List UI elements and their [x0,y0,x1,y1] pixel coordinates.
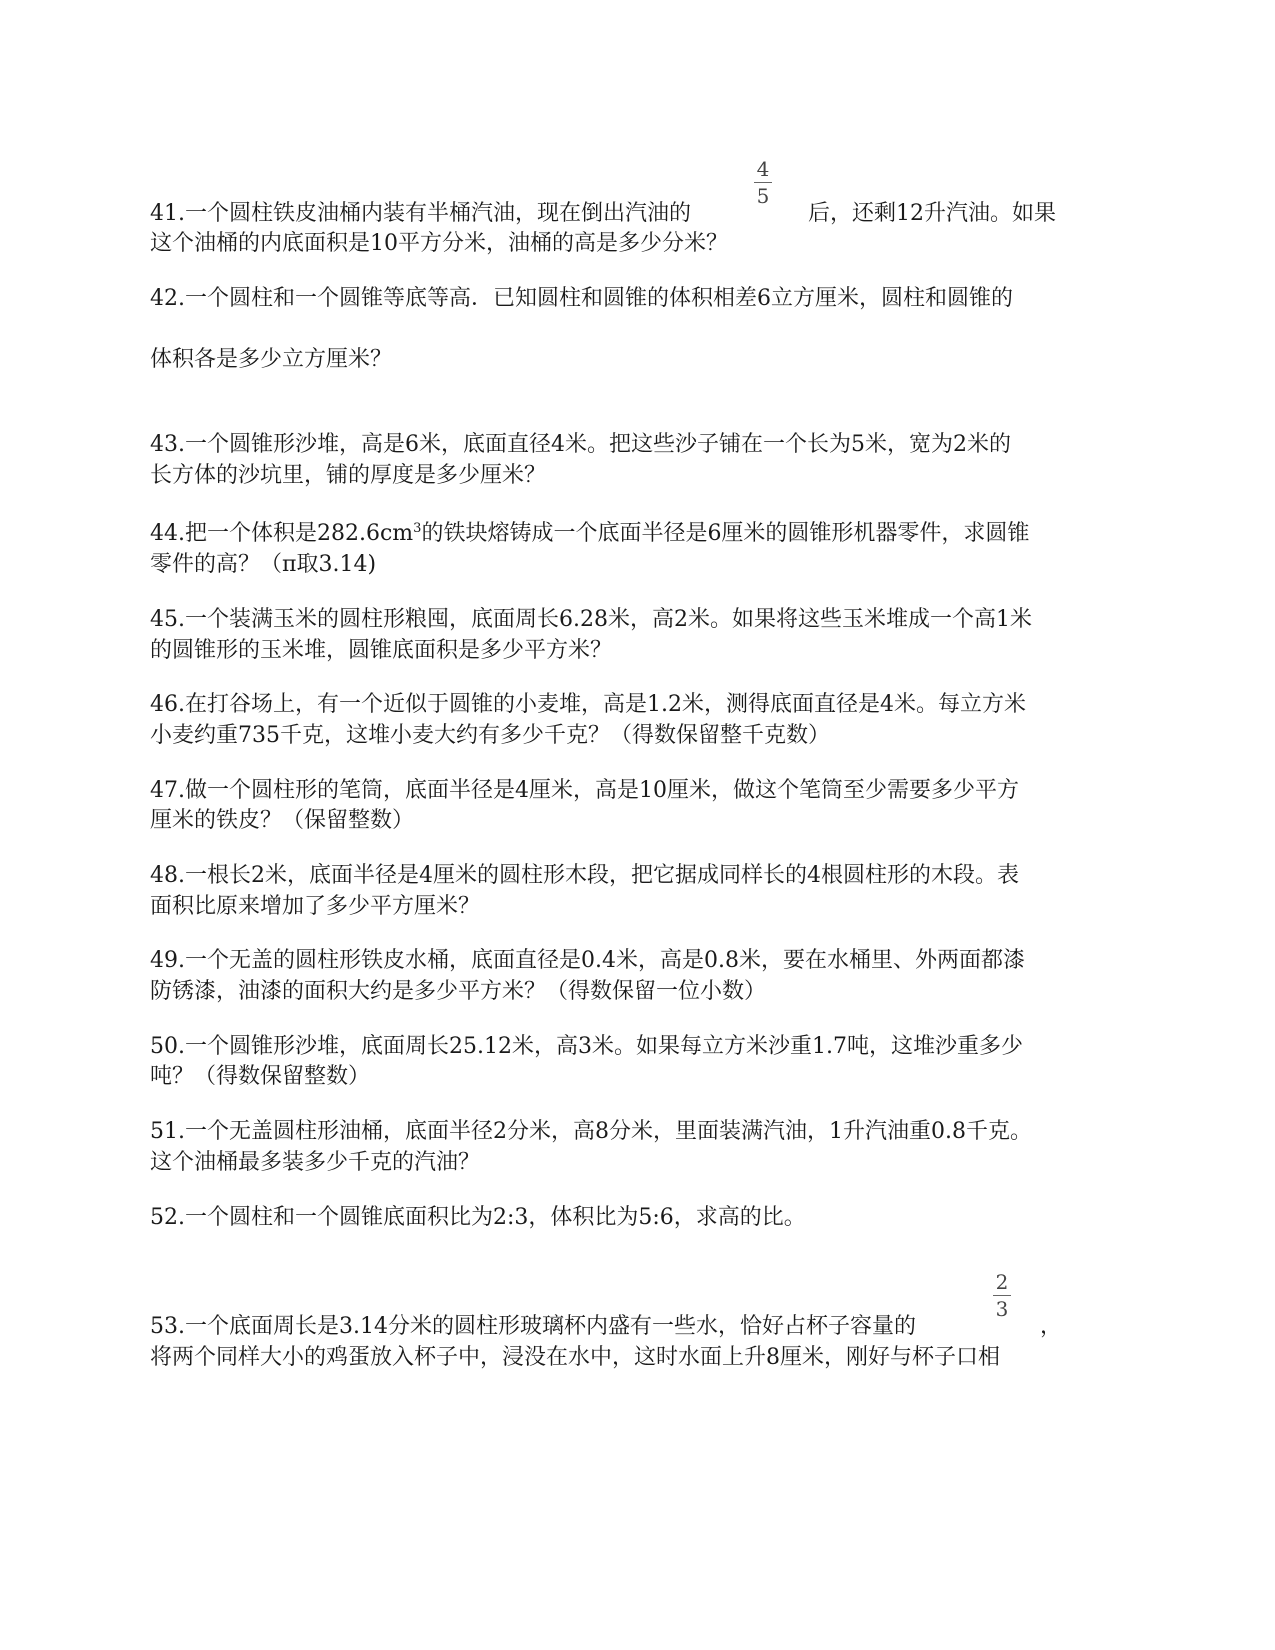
problem-49-line-2: 防锈漆，油漆的面积大约是多少平方米？（得数保留一位小数） [150,979,767,1004]
fraction-four-fifths [751,158,775,207]
problem-45-line-2: 的圆锥形的玉米堆，圆锥底面积是多少平方米？ [150,638,613,663]
superscript-three: 3 [413,521,422,536]
problem-44-text-a: 44.把一个体积是282.6cm [150,521,414,546]
fraction-bar [993,1295,1011,1296]
problem-41-text-a: 41.一个圆柱铁皮油桶内装有半桶汽油，现在倒出汽油的 [150,201,691,226]
problem-41-text-b: 后，还剩12升汽油。如果 [808,201,1056,226]
problem-45-line-1: 45.一个装满玉米的圆柱形粮囤，底面周长6.28米，高2米。如果将这些玉米堆成一个高1米 [150,607,1032,632]
problem-47-line-2: 厘米的铁皮？（保留整数） [150,808,415,833]
problem-52-line-1: 52.一个圆柱和一个圆锥底面积比为2:3，体积比为5:6，求高的比。 [150,1205,806,1230]
problem-50-line-1: 50.一个圆锥形沙堆，底面周长25.12米，高3米。如果每立方米沙重1.7吨，这堆沙重多少 [150,1034,1023,1059]
fraction-numerator: 2 [995,1270,1009,1294]
problem-46-line-2: 小麦约重735千克，这堆小麦大约有多少千克？（得数保留整千克数） [150,723,830,748]
fraction-two-thirds [990,1271,1014,1320]
fraction-bar [754,182,772,183]
problem-48-line-2: 面积比原来增加了多少平方厘米？ [150,894,481,919]
problem-53-line-1 [150,1311,916,1343]
problem-46-line-1: 46.在打谷场上，有一个近似于圆锥的小麦堆，高是1.2米，测得底面直径是4米。每立方米 [150,692,1026,717]
problem-43-line-2: 长方体的沙坑里，铺的厚度是多少厘米？ [150,463,547,488]
problem-42-line-2: 体积各是多少立方厘米？ [150,347,393,372]
problem-53-line-1-cont [1040,1311,1062,1343]
problem-44-line-2: 零件的高？（π取3.14) [150,552,377,577]
problem-42-line-1: 42.一个圆柱和一个圆锥等底等高．已知圆柱和圆锥的体积相差6立方厘米，圆柱和圆锥的 [150,286,1013,311]
problem-53-text-b: ， [1040,1314,1063,1339]
problem-50-line-2: 吨？（得数保留整数） [150,1064,371,1089]
fraction-denominator: 3 [995,1297,1009,1321]
problem-41-line-1-cont [808,198,1056,230]
problem-44-text-b: 的铁块熔铸成一个底面半径是6厘米的圆锥形机器零件，求圆锥 [421,521,1030,546]
problem-51-line-1: 51.一个无盖圆柱形油桶，底面半径2分米，高8分米，里面装满汽油，1升汽油重0.8千克。 [150,1119,1032,1144]
problem-48-line-1: 48.一根长2米，底面半径是4厘米的圆柱形木段，把它据成同样长的4根圆柱形的木段。表 [150,863,1019,888]
problem-43-line-1: 43.一个圆锥形沙堆，高是6米，底面直径4米。把这些沙子铺在一个长为5米，宽为2米的 [150,432,1011,457]
problem-41-line-1 [150,198,691,230]
problem-41-line-2: 这个油桶的内底面积是10平方分米，油桶的高是多少分米？ [150,231,728,256]
problem-53-line-2: 将两个同样大小的鸡蛋放入杯子中，浸没在水中，这时水面上升8厘米，刚好与杯子口相 [150,1345,1000,1370]
problem-49-line-1: 49.一个无盖的圆柱形铁皮水桶，底面直径是0.4米，高是0.8米，要在水桶里、外两面都漆 [150,948,1025,973]
problem-47-line-1: 47.做一个圆柱形的笔筒，底面半径是4厘米，高是10厘米，做这个笔筒至少需要多少平方 [150,778,1019,803]
fraction-denominator: 5 [756,184,770,208]
fraction-numerator: 4 [756,157,770,181]
problem-53-text-a: 53.一个底面周长是3.14分米的圆柱形玻璃杯内盛有一些水，恰好占杯子容量的 [150,1314,916,1339]
problem-44-line-1 [150,518,1029,550]
problem-51-line-2: 这个油桶最多装多少千克的汽油？ [150,1150,481,1175]
